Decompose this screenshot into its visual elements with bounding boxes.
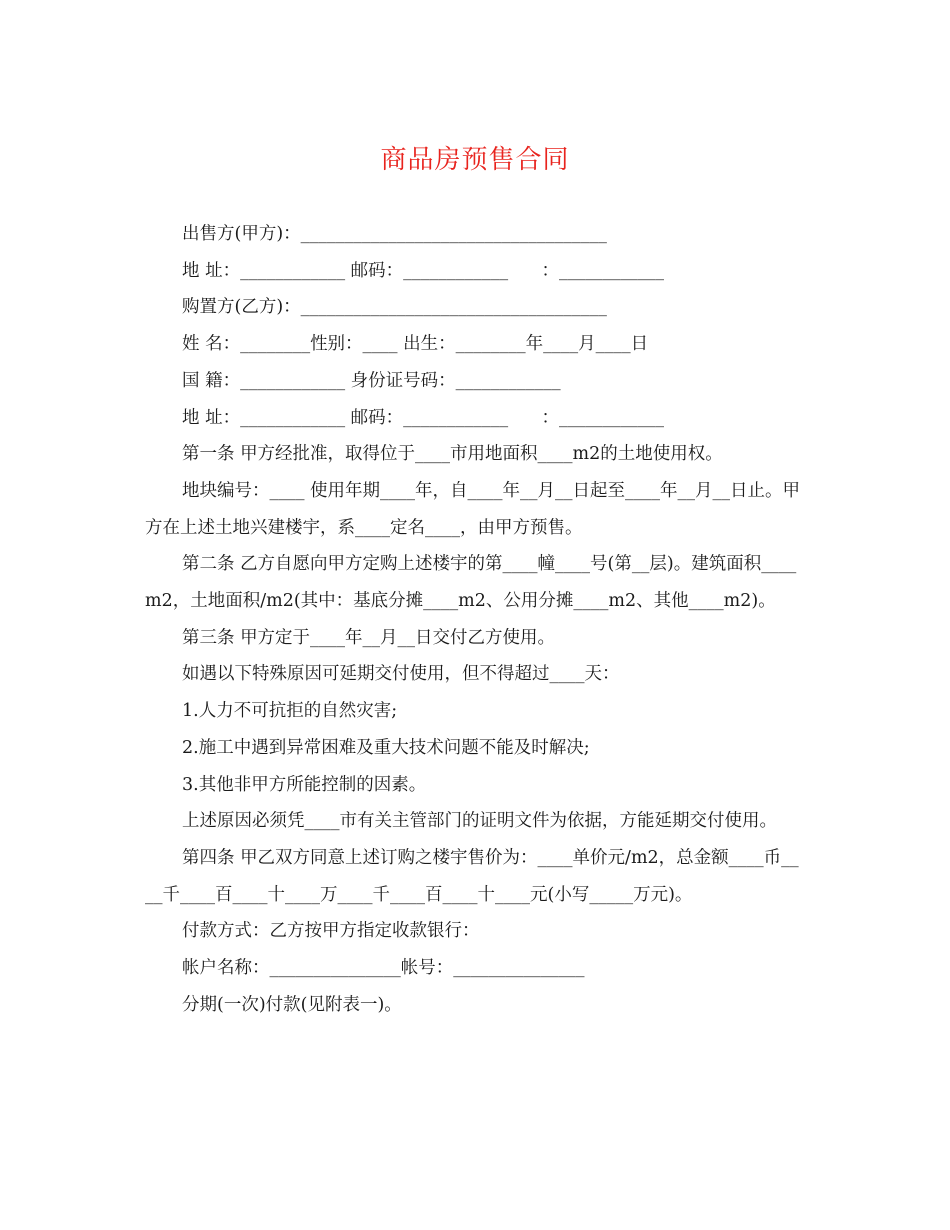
- delay-proof-paragraph: 上述原因必须凭____市有关主管部门的证明文件为依据，方能延期交付使用。: [182, 811, 777, 832]
- buyer-nationality-line: 国 籍：____________ 身份证号码：____________: [182, 370, 561, 391]
- account-line: 帐户名称：_______________帐号：_______________: [182, 958, 585, 979]
- article-1: 第一条 甲方经批准，取得位于____市用地面积____m2的土地使用权。: [182, 444, 723, 465]
- land-parcel-paragraph: 地块编号：____ 使用年期____年，自____年__月__日起至____年__月__日止。甲方在上述土地兴建楼宇，系____定名____，由甲方预售。: [145, 480, 801, 538]
- seller-line: 出售方(甲方)：___________________________________: [182, 224, 607, 244]
- buyer-name-line: 姓 名：________性别：____ 出生：________年____月____日: [182, 334, 649, 355]
- delay-reason-3: 3.其他非甲方所能控制的因素。: [182, 774, 427, 795]
- document-title: 商品房预售合同: [380, 145, 570, 175]
- document-body: [145, 216, 807, 1023]
- seller-address-line: 地 址：____________ 邮码：____________ ：____________: [182, 260, 665, 281]
- article-3: 第三条 甲方定于____年__月__日交付乙方使用。: [182, 627, 556, 648]
- delay-clause: 如遇以下特殊原因可延期交付使用，但不得超过____天：: [182, 664, 620, 685]
- delay-reason-1: 1.人力不可抗拒的自然灾害;: [182, 701, 398, 722]
- article-4: 第四条 甲乙双方同意上述订购之楼宇售价为：____单价元/m2，总金额____币____千____百____十____万____千____百____十____元(小写_____万元)。: [145, 847, 799, 905]
- buyer-address-line: 地 址：____________ 邮码：____________ ：____________: [182, 407, 665, 428]
- payment-method-line: 付款方式：乙方按甲方指定收款银行：: [182, 921, 480, 942]
- article-2: 第二条 乙方自愿向甲方定购上述楼宇的第____幢____号(第__层)。建筑面积____m2，土地面积/m2(其中：基底分摊____m2、公用分摊____m2、其他____m2)。: [145, 554, 797, 612]
- buyer-line: 购置方(乙方)：___________________________________: [182, 297, 607, 318]
- installment-line: 分期(一次)付款(见附表一)。: [182, 994, 402, 1015]
- delay-reason-2: 2.施工中遇到异常困难及重大技术问题不能及时解决;: [182, 737, 590, 758]
